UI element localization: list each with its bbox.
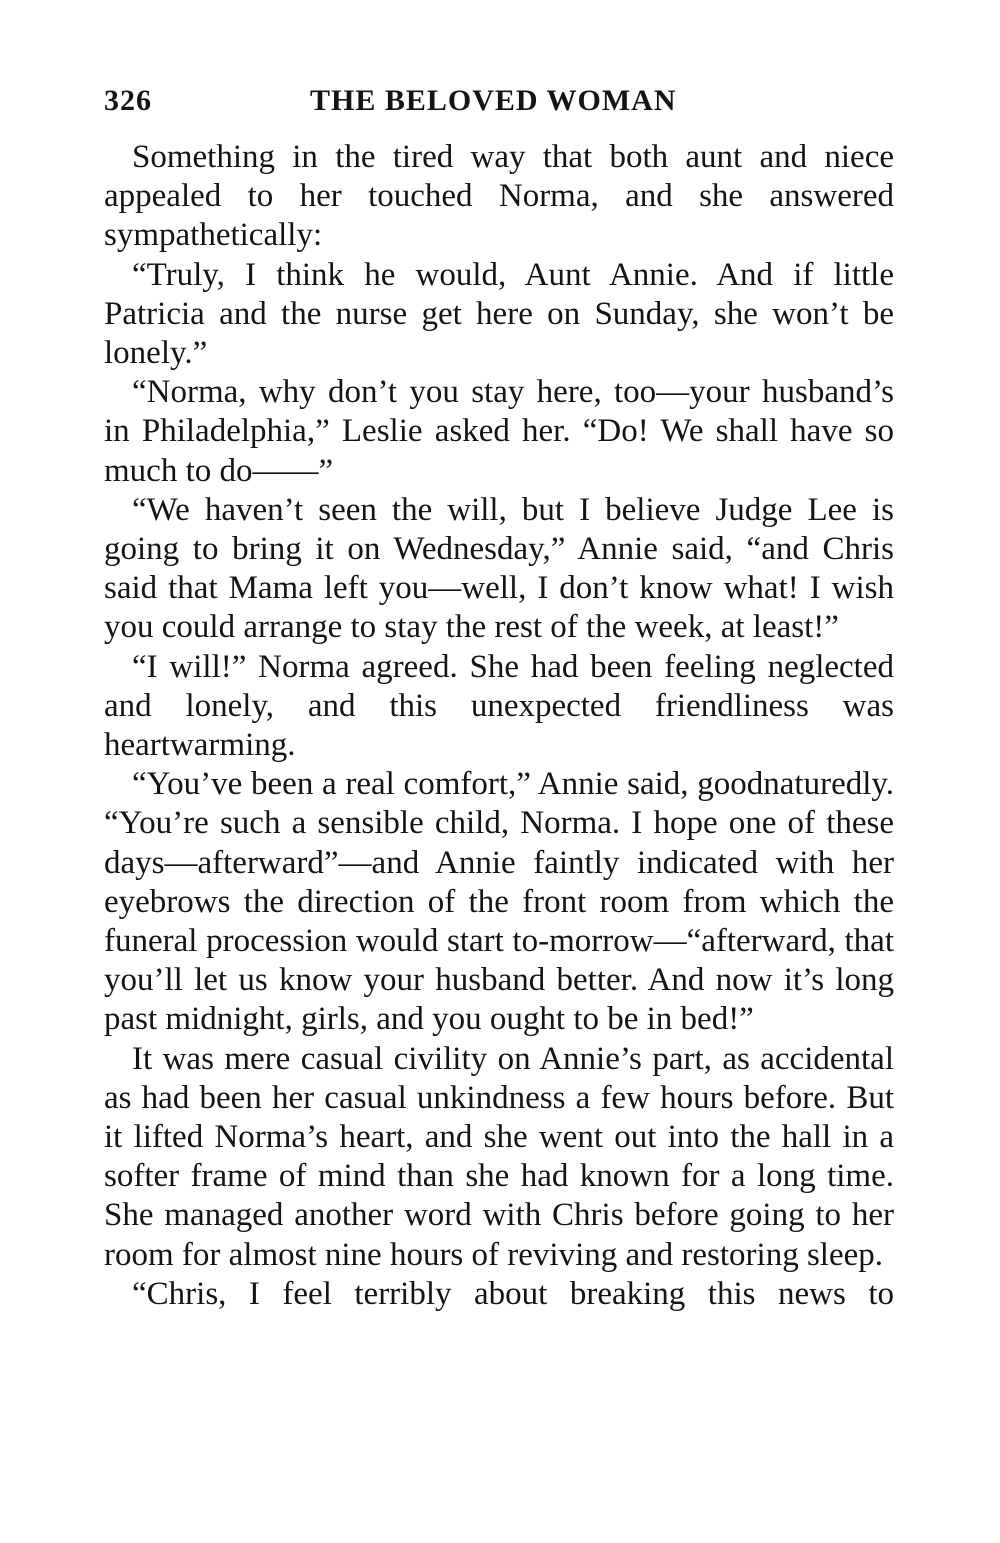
paragraph: “I will!” Norma agreed. She had been feeling neglected and lonely, and this unexpected friendliness was heartwarming. xyxy=(104,648,894,764)
paragraph: “You’ve been a real comfort,” Annie said, goodnaturedly. “You’re such a sensible child, Norma. I hope one of these days—afterward”—and Annie faintly indicated with her eyebrows the direction of the front room from which the funeral procession would start to-morrow—“afterward, that you’ll let us know your husband better. And now it’s long past midnight, girls, and you ought to be in bed!” xyxy=(104,766,894,1038)
paragraph: “We haven’t seen the will, but I believe Judge Lee is going to bring it on Wednesday,” Annie said, “and Chris said that Mama left you—well, I don’t know what! I wish you could arrange to stay the rest of the week, at least!” xyxy=(104,491,894,646)
body-text xyxy=(104,138,894,1314)
book-title: THE BELOVED WOMAN xyxy=(310,84,677,117)
paragraph: “Norma, why don’t you stay here, too—your husband’s in Philadelphia,” Leslie asked her. “Do! We shall have so much to do——” xyxy=(104,374,894,489)
page-number: 326 xyxy=(104,84,152,117)
running-head xyxy=(104,84,904,124)
paragraph: “Truly, I think he would, Aunt Annie. And if little Patricia and the nurse get here on Sunday, she won’t be lonely.” xyxy=(104,256,894,372)
paragraph: Something in the tired way that both aunt and niece appealed to her touched Norma, and she answered sympathetically: xyxy=(104,139,894,254)
paragraph-continued: “Chris, I feel terribly about breaking this news to xyxy=(132,1275,894,1312)
paragraph: It was mere casual civility on Annie’s part, as accidental as had been her casual unkindness a few hours before. But it lifted Norma’s heart, and she went out into the hall in a softer frame of mind than she had known for a long time. She managed another word with Chris before going to her room for almost nine hours of reviving and restoring sleep. xyxy=(104,1040,894,1273)
